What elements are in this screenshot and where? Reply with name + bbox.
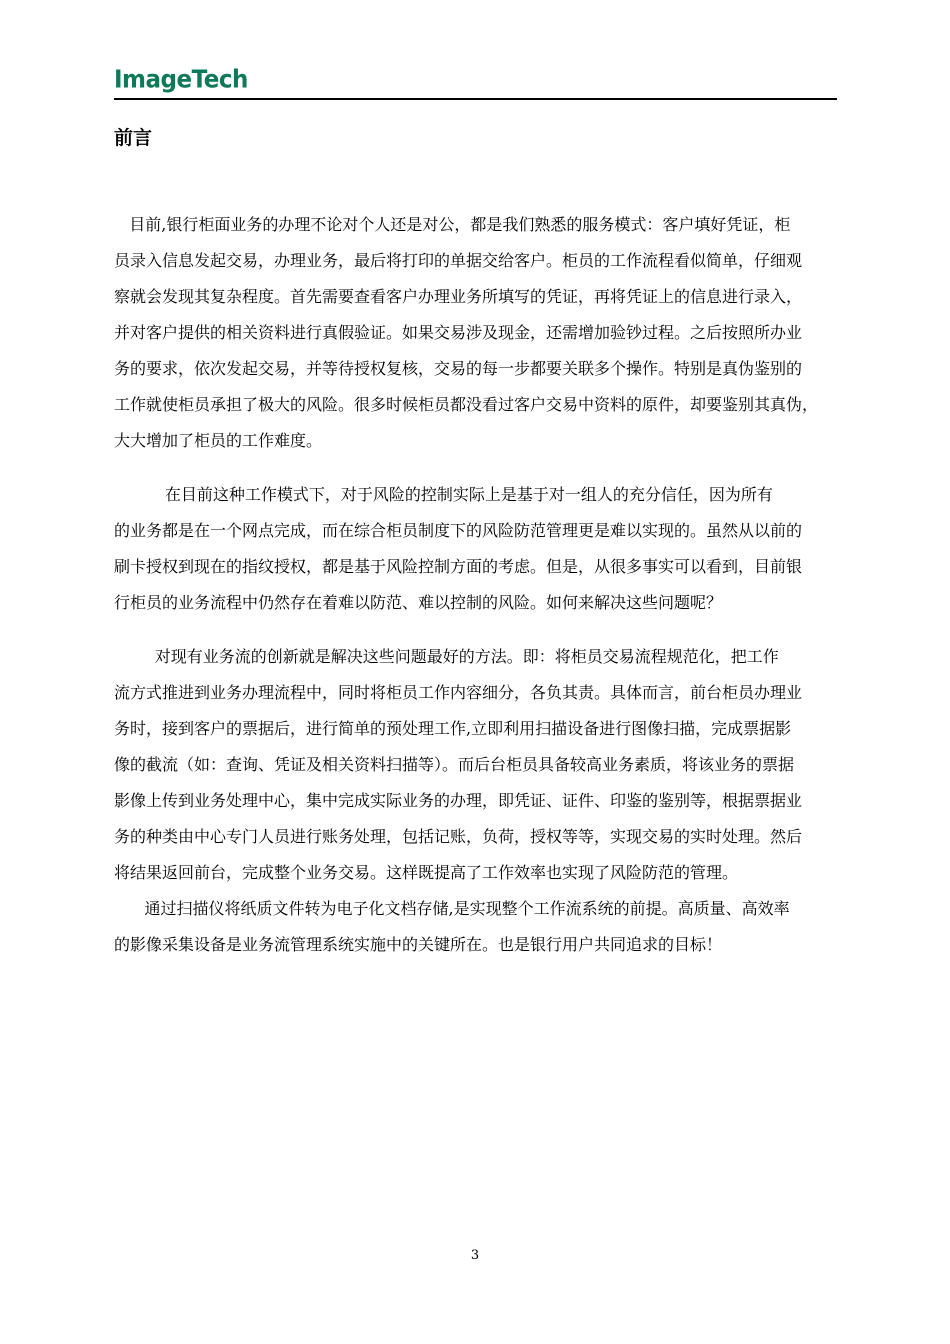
paragraph-line: 目前,银行柜面业务的办理不论对个人还是对公，都是我们熟悉的服务模式：客户填好凭证，柜	[129, 215, 791, 234]
imagetech-logo: ImageTech	[114, 66, 248, 95]
paragraph-line: 务时，接到客户的票据后，进行简单的预处理工作,立即利用扫描设备进行图像扫描，完成票据影	[114, 719, 792, 738]
paragraph-line: 员录入信息发起交易，办理业务，最后将打印的单据交给客户。柜员的工作流程看似简单，仔细观	[114, 251, 803, 270]
page-number: 3	[470, 1248, 480, 1263]
paragraph-line: 务的要求，依次发起交易，并等待授权复核，交易的每一步都要关联多个操作。特别是真伪鉴别的	[114, 359, 803, 378]
paragraph-line: 像的截流（如：查询、凭证及相关资料扫描等）。而后台柜员具备较高业务素质，将该业务的票据	[114, 755, 795, 774]
paragraph-line: 刷卡授权到现在的指纹授权，都是基于风险控制方面的考虑。但是，从很多事实可以看到，目前银	[114, 557, 803, 576]
paragraph-line: 的业务都是在一个网点完成，而在综合柜员制度下的风险防范管理更是难以实现的。虽然从以前的	[114, 521, 803, 540]
paragraph-line: 行柜员的业务流程中仍然存在着难以防范、难以控制的风险。如何来解决这些问题呢？	[114, 593, 723, 612]
paragraph-line: 对现有业务流的创新就是解决这些问题最好的方法。即：将柜员交易流程规范化，把工作	[154, 647, 779, 666]
paragraph-1	[114, 207, 840, 459]
paragraph-line: 工作就使柜员承担了极大的风险。很多时候柜员都没看过客户交易中资料的原件，却要鉴别其真伪，	[114, 395, 819, 414]
header-rule	[114, 98, 837, 100]
paragraph-line: 流方式推进到业务办理流程中，同时将柜员工作内容细分，各负其责。具体而言，前台柜员办理业	[114, 683, 803, 702]
paragraph-line: 务的种类由中心专门人员进行账务处理，包括记账，负荷，授权等等，实现交易的实时处理。然后	[114, 827, 803, 846]
paragraph-2	[114, 477, 840, 621]
paragraph-line: 察就会发现其复杂程度。首先需要查看客户办理业务所填写的凭证，再将凭证上的信息进行录入，	[114, 287, 803, 306]
paragraph-4	[114, 891, 840, 963]
paragraph-line: 大大增加了柜员的工作难度。	[114, 431, 323, 450]
paragraph-line: 并对客户提供的相关资料进行真假验证。如果交易涉及现金，还需增加验钞过程。之后按照所办业	[114, 323, 803, 342]
document-body	[114, 207, 840, 963]
paragraph-3	[114, 639, 840, 891]
paragraph-line: 通过扫描仪将纸质文件转为电子化文档存储,是实现整个工作流系统的前提。高质量、高效率	[144, 899, 790, 918]
paragraph-line: 在目前这种工作模式下，对于风险的控制实际上是基于对一组人的充分信任，因为所有	[164, 485, 773, 504]
paragraph-line: 将结果返回前台，完成整个业务交易。这样既提高了工作效率也实现了风险防范的管理。	[114, 863, 739, 882]
paragraph-line: 的影像采集设备是业务流管理系统实施中的关键所在。也是银行用户共同追求的目标！	[114, 935, 723, 954]
section-title: 前言	[114, 127, 153, 149]
paragraph-line: 影像上传到业务处理中心，集中完成实际业务的办理，即凭证、证件、印鉴的鉴别等，根据票据业	[114, 791, 803, 810]
